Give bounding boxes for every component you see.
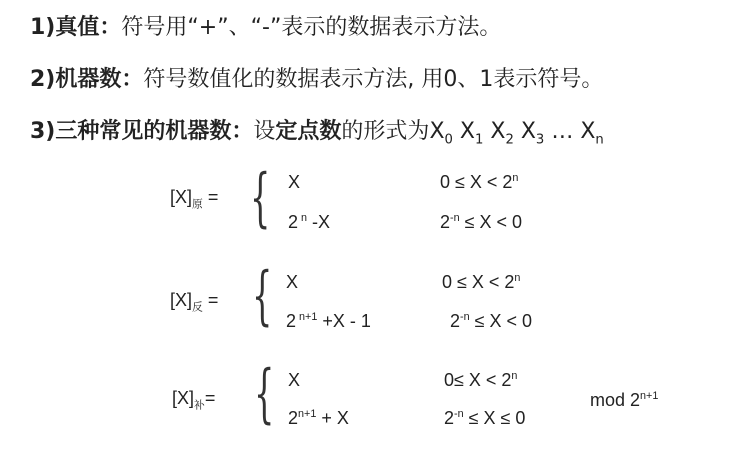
x3: $X_3$: [520, 119, 545, 148]
bu-row1-cond: $0\le X < 2^n$: [444, 370, 518, 390]
left-brace-icon: {: [250, 161, 271, 235]
yuan-row1-expr: X: [288, 172, 301, 192]
bu-mod: mod $2^{n+1}$: [590, 390, 659, 410]
bu-row2-cond: $2^{-n} \le X \le 0$: [444, 408, 526, 428]
label-three-types: 3)三种常见的机器数: [30, 119, 232, 144]
fan-lhs: $[X]_反$ =: [170, 290, 219, 314]
text-true-value: 符号用“+”、“-”表示的数据表示方法。: [121, 15, 502, 40]
yuan-row2-expr: 2 $^n$ -X: [288, 212, 331, 232]
label-machine-number: 2)机器数: [30, 67, 122, 92]
yuan-row2-cond: $2^{-n} \le X < 0$: [440, 212, 523, 232]
ellipsis: …: [551, 119, 574, 144]
fan-row1-cond: $0 \le X < 2^n$: [442, 272, 521, 292]
definition-machine-number: [30, 62, 603, 93]
x2: $X_2$: [490, 119, 514, 148]
text-machine-number: 符号数值化的数据表示方法, 用0、1表示符号。: [143, 67, 604, 92]
label-true-value: 1)真值: [30, 15, 100, 40]
definition-true-value: [30, 10, 501, 41]
text-fixed-point: 定点数: [275, 119, 342, 144]
colon: ：: [231, 119, 254, 144]
bu-row1-expr: X: [288, 370, 301, 390]
fan-row1-expr: X: [286, 272, 299, 292]
fan-row2-cond: $2^{-n} \le X < 0$: [450, 311, 533, 331]
colon: ：: [99, 15, 122, 40]
definition-three-machine-numbers: [30, 114, 604, 147]
colon: ：: [121, 67, 144, 92]
fan-row2-expr: 2 $^{n+1}$ +X - 1: [286, 311, 371, 331]
x1: $X_1$: [459, 119, 484, 148]
x0: $X_0$: [429, 119, 453, 148]
xn: $X_n$: [580, 119, 604, 148]
left-brace-icon: {: [254, 357, 275, 431]
text-post: 的形式为: [341, 119, 430, 144]
yuan-row1-cond: $0 \le X < 2^n$: [440, 172, 519, 192]
left-brace-icon: {: [252, 259, 273, 333]
bu-lhs: $[X]_补=$: [172, 388, 216, 412]
yuan-lhs: $[X]_原$ =: [170, 187, 219, 211]
bu-row2-expr: $2^{n+1} + X$: [288, 408, 349, 428]
text-pre: 设: [253, 119, 276, 144]
